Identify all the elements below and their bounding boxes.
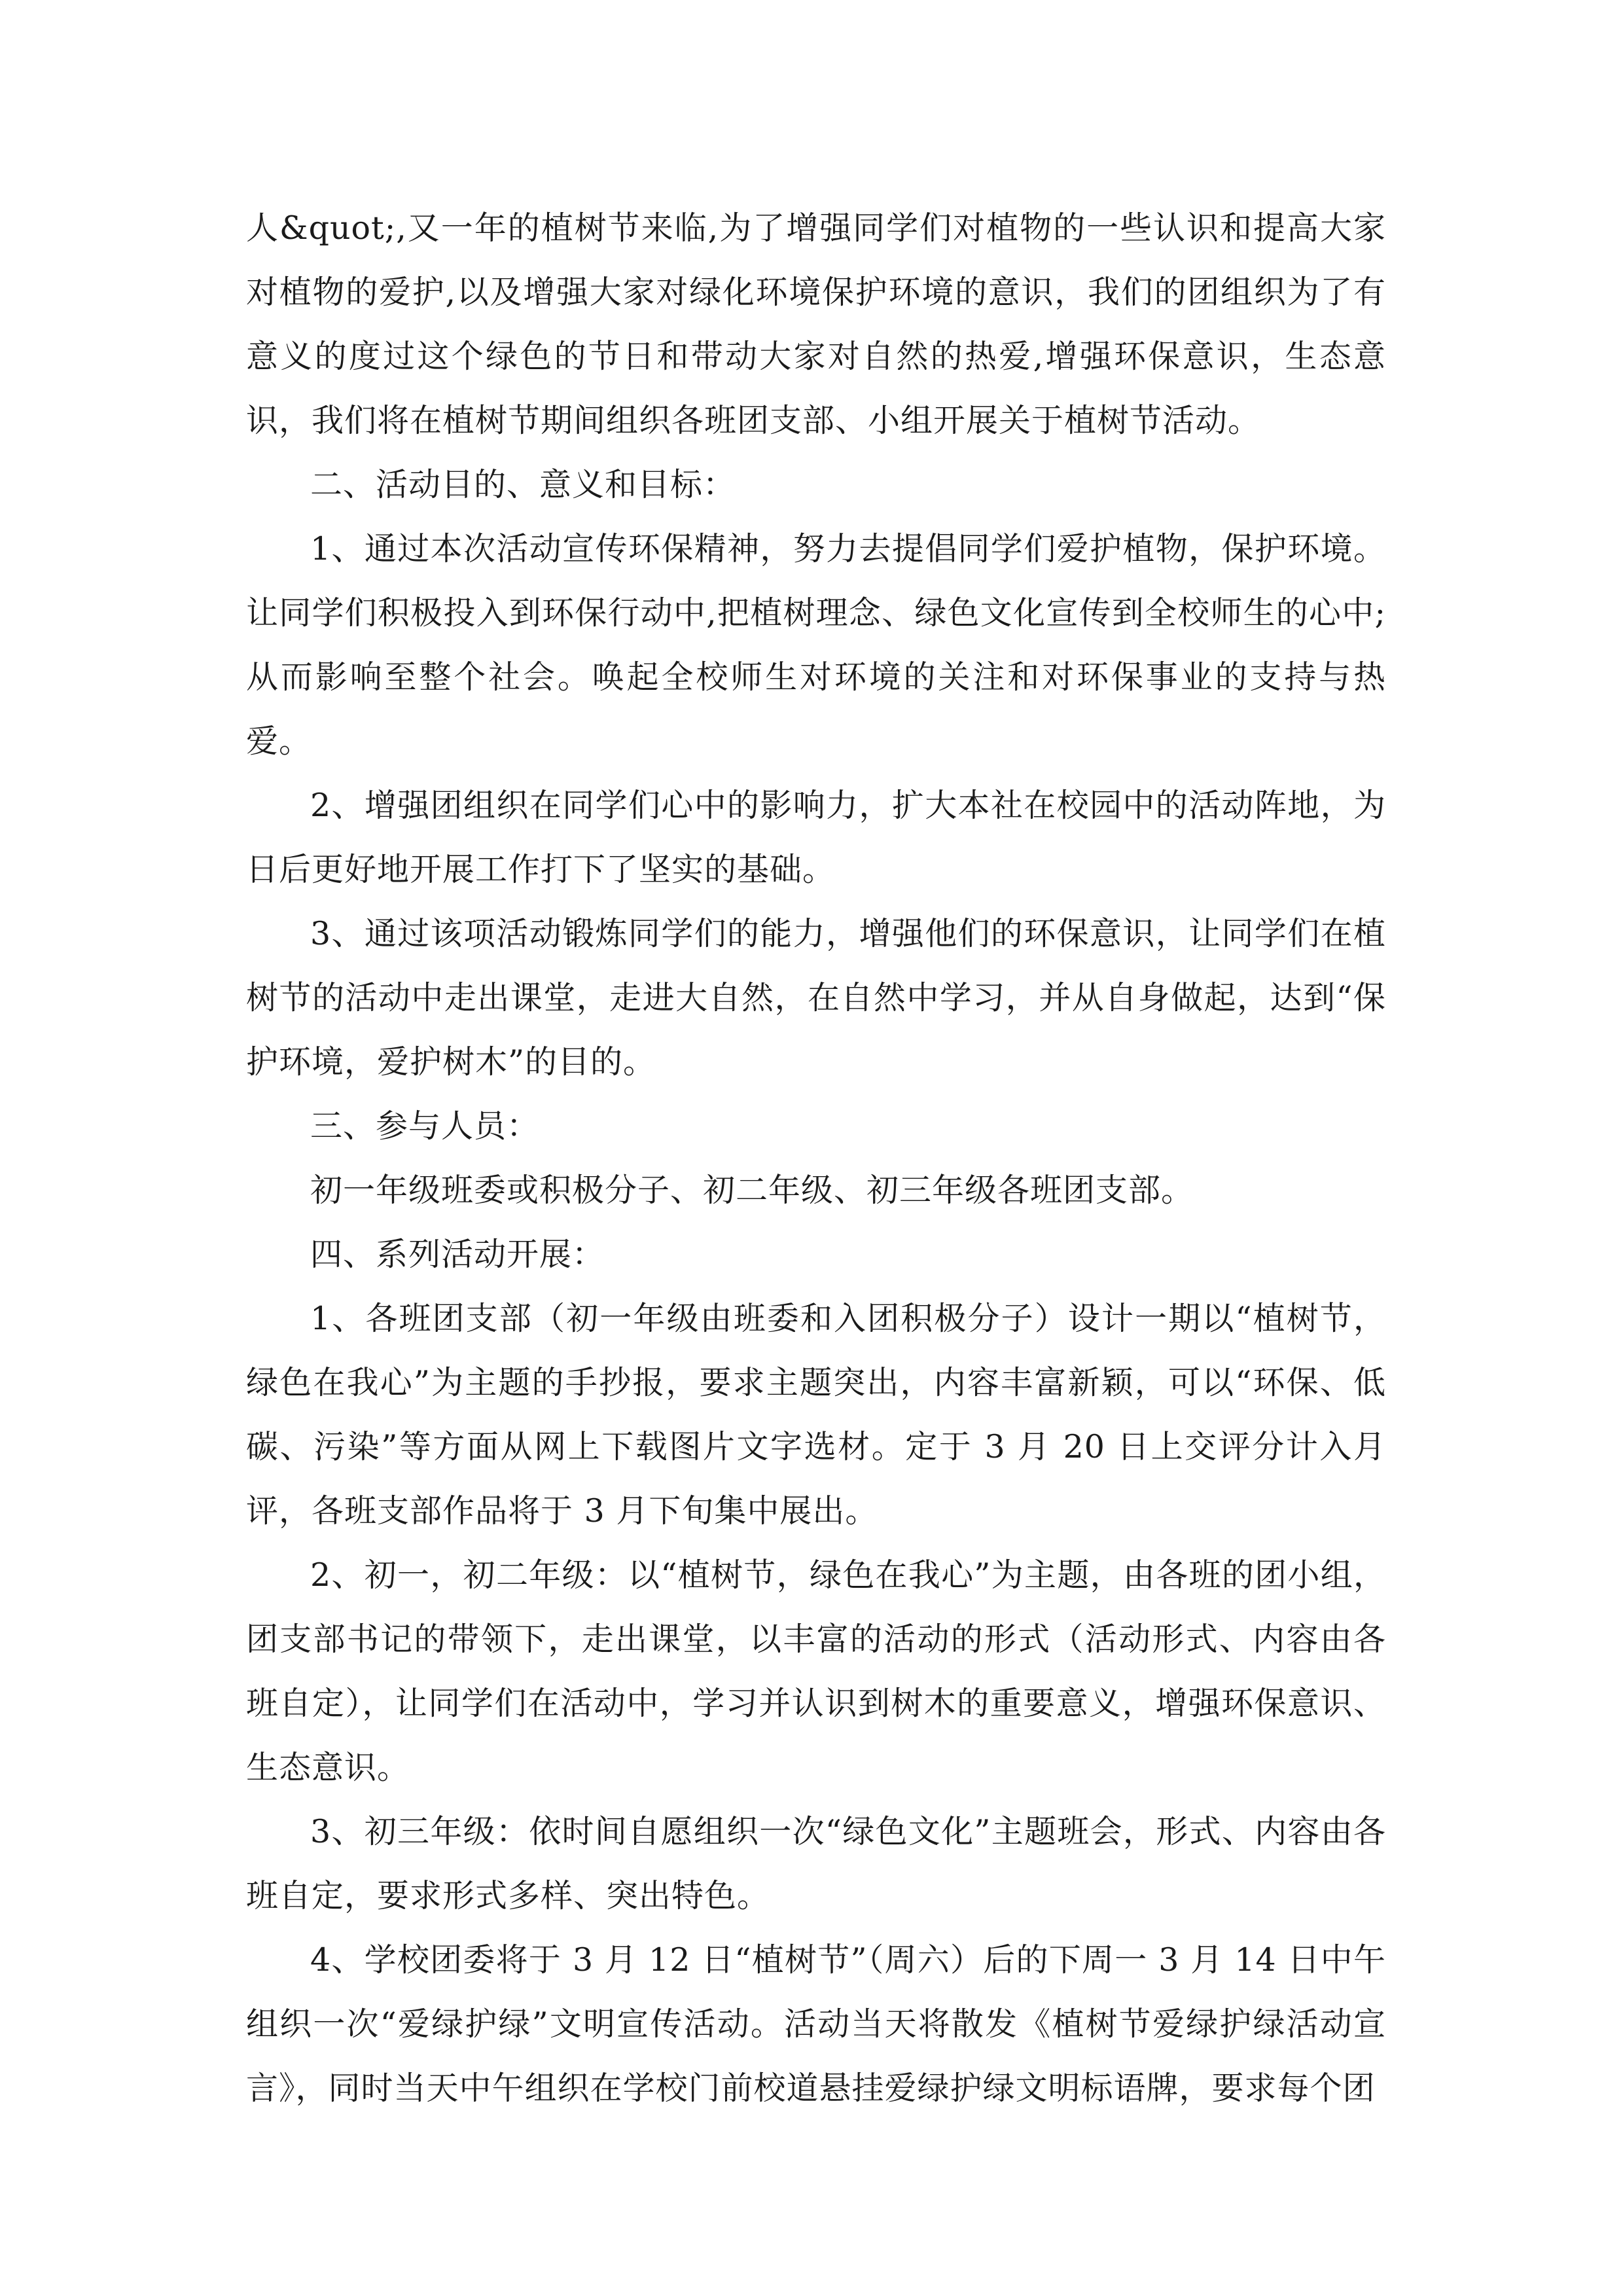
objective-item-3: 3、通过该项活动锻炼同学们的能力，增强他们的环保意识，让同学们在植树节的活动中走出课堂，走进大自然，在自然中学习，并从自身做起，达到“保护环境，爱护树木”的目的。 [246, 915, 1386, 1081]
participants-paragraph: 初一年级班委或积极分子、初二年级、初三年级各班团支部。 [310, 1172, 1194, 1209]
activity-item-3: 3、初三年级：依时间自愿组织一次“绿色文化”主题班会，形式、内容由各班自定，要求形式多样、突出特色。 [246, 1813, 1386, 1914]
section-heading-activities: 四、系列活动开展： [310, 1236, 605, 1273]
activity-item-1: 1、各班团支部（初一年级由班委和入团积极分子）设计一期以“植树节，绿色在我心”为主题的手抄报，要求主题突出，内容丰富新颖，可以“环保、低碳、污染”等方面从网上下载图片文字选材。定于 3 月 20 日上交评分计入月评，各班支部作品将于 3 月下旬集中展出。 [246, 1300, 1386, 1530]
document-body [246, 196, 1386, 2121]
activity-item-4: 4、学校团委将于 3 月 12 日“植树节”（周六）后的下周一 3 月 14 日中午组织一次“爱绿护绿”文明宣传活动。活动当天将散发《植树节爱绿护绿活动宣言》，同时当天中午组织在学校门前校道悬挂爱绿护绿文明标语牌，要求每个团 [246, 1941, 1386, 2107]
section-heading-participants: 三、参与人员： [310, 1107, 540, 1145]
section-heading-objectives: 二、活动目的、意义和目标： [310, 466, 736, 503]
objective-item-1: 1、通过本次活动宣传环保精神，努力去提倡同学们爱护植物，保护环境。让同学们积极投入到环保行动中,把植树理念、绿色文化宣传到全校师生的心中;从而影响至整个社会。唤起全校师生对环境的关注和对环保事业的支持与热爱。 [246, 530, 1386, 760]
activity-item-2: 2、初一，初二年级：以“植树节，绿色在我心”为主题，由各班的团小组，团支部书记的带领下，走出课堂，以丰富的活动的形式（活动形式、内容由各班自定），让同学们在活动中，学习并认识到树木的重要意义，增强环保意识、生态意识。 [246, 1556, 1386, 1786]
intro-paragraph: 人&quot;,又一年的植树节来临,为了增强同学们对植物的一些认识和提高大家对植物的爱护,以及增强大家对绿化环境保护环境的意识，我们的团组织为了有意义的度过这个绿色的节日和带动大家对自然的热爱,增强环保意识，生态意识，我们将在植树节期间组织各班团支部、小组开展关于植树节活动。 [246, 209, 1386, 439]
objective-item-2: 2、增强团组织在同学们心中的影响力，扩大本社在校园中的活动阵地，为日后更好地开展工作打下了坚实的基础。 [246, 787, 1386, 888]
